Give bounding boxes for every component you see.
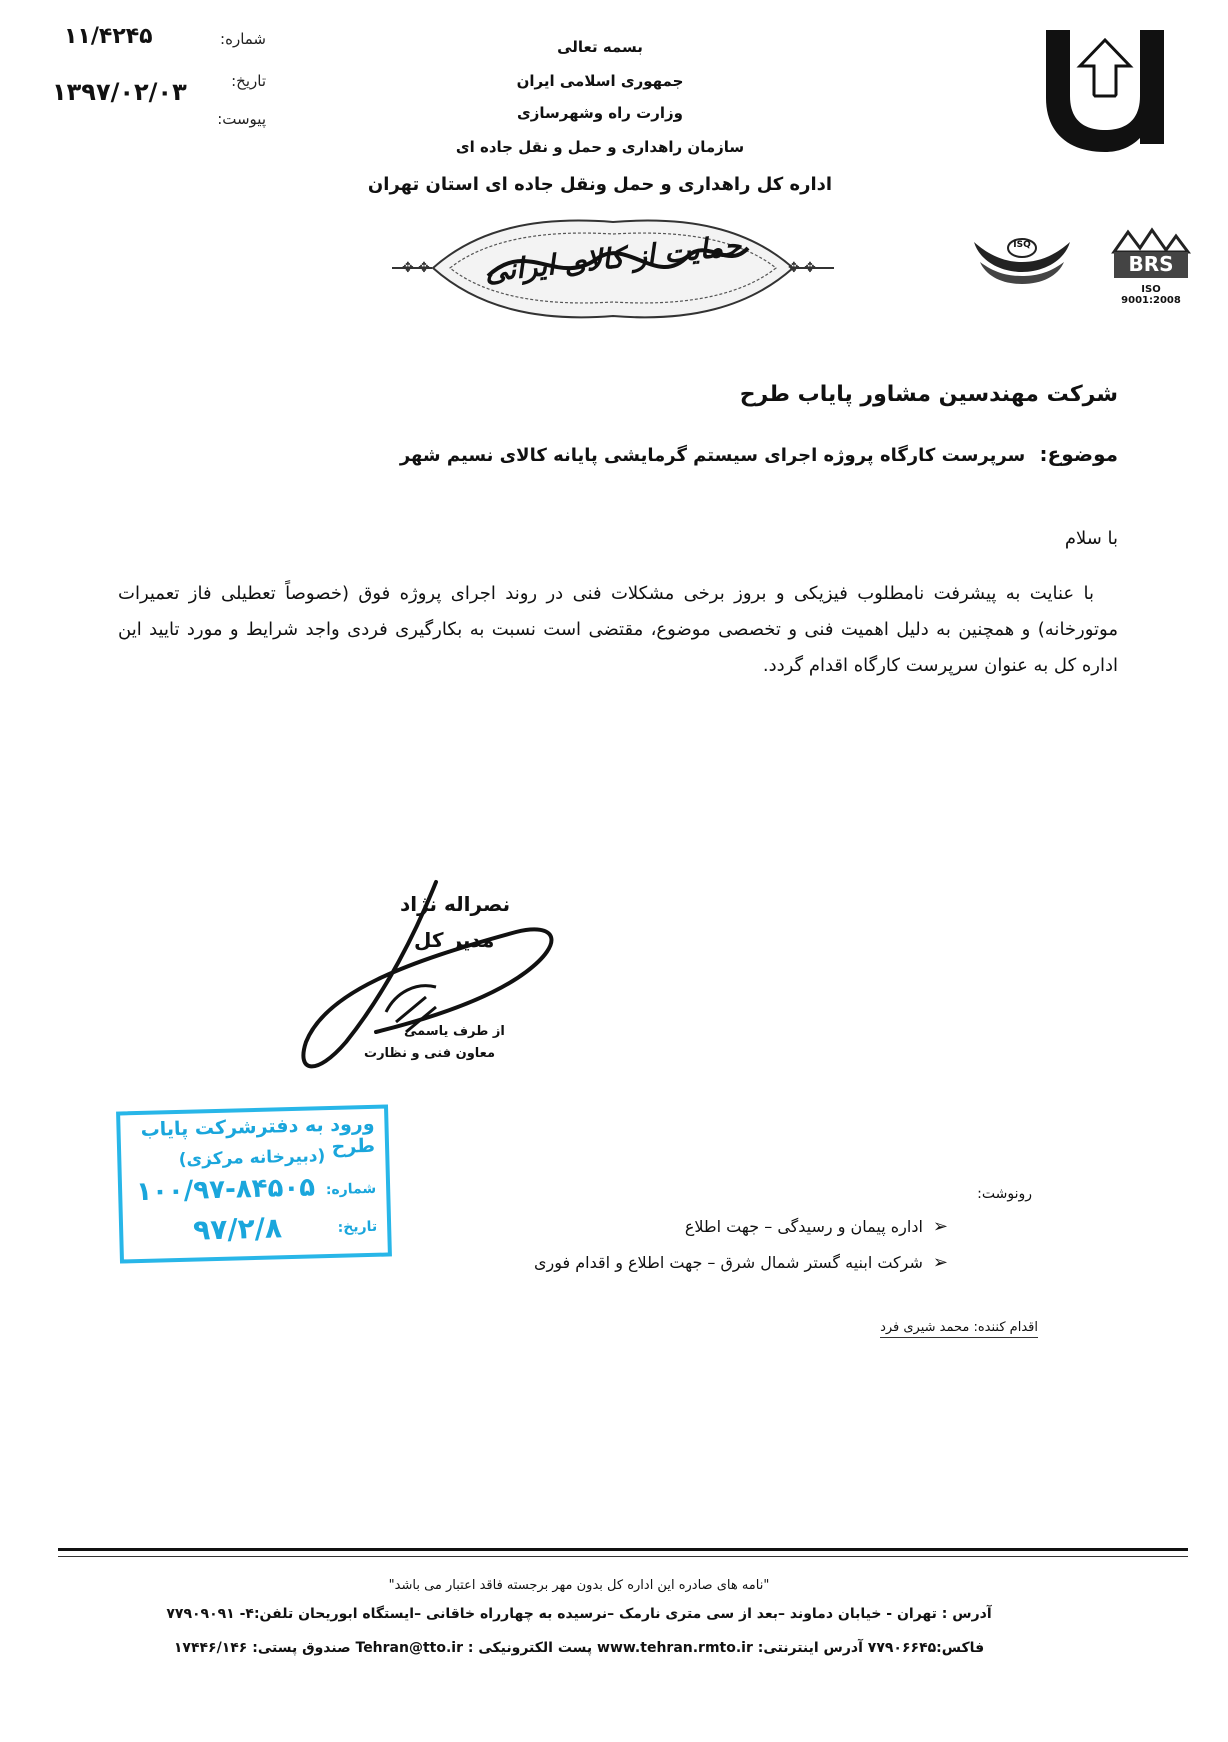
- deputy-title: معاون فنی و نظارت: [364, 1046, 496, 1061]
- footer-contact: فاکس:۷۷۹۰۶۶۴۵ آدرس اینترنتی: www.tehran.rmto.ir پست الکترونیکی : Tehran@tto.ir صندوق پستی: ۱۷۴۴۶/۱۴۶: [173, 1640, 985, 1656]
- arrow-bullet-icon: ➢: [932, 1252, 948, 1273]
- footer-rule: [58, 1548, 1188, 1551]
- calligraphy-banner: [388, 208, 838, 330]
- stamp-number-value: ۱۰۰/۹۷-۸۴۵۰۵: [135, 1172, 316, 1208]
- body-paragraph: با عنایت به پیشرفت نامطلوب فیزیکی و بروز برخی مشکلات فنی در روند اجرای پروژه فوق (خصوصاً تعطیلی فاز تعمیرات موتورخانه) و همچنین به دلیل اهمیت فنی و تخصصی موضوع، مقتضی است نسبت به بکارگیری فردی واجد شرایط و مورد تایید این اداره کل به عنوان سرپرست کارگاه اقدام گردد.: [118, 583, 1118, 676]
- greeting: با سلام: [1064, 528, 1118, 549]
- recipient: شرکت مهندسین مشاور پایاب طرح: [739, 382, 1118, 407]
- header-bismillah: بسمه تعالی: [557, 38, 643, 56]
- cc-item: ➢شرکت ابنیه گستر شمال شرق – جهت اطلاع و اقدام فوری: [534, 1252, 948, 1273]
- date-label: تاریخ:: [231, 72, 266, 90]
- header-ministry: وزارت راه وشهرسازی: [517, 104, 683, 122]
- stamp-date-label: تاریخ:: [337, 1218, 378, 1236]
- handler-note: اقدام کننده: محمد شیری فرد: [880, 1320, 1038, 1338]
- signer-title: مدیر کل: [414, 928, 495, 952]
- stamp-line1: ورود به دفترشرکت پایاب طرح: [140, 1112, 376, 1158]
- brs-logo: [1110, 222, 1192, 306]
- arrow-bullet-icon: ➢: [932, 1216, 948, 1237]
- stamp-date-value: ۹۷/۲/۸: [192, 1211, 283, 1247]
- header-directorate: اداره کل راهداری و حمل ونقل جاده ای استان تهران: [367, 174, 833, 195]
- rmto-logo: [1040, 26, 1170, 154]
- stamp-line2: (دبیرخانه مرکزی): [178, 1146, 326, 1170]
- on-behalf-text: از طرف یاسمی: [404, 1024, 505, 1039]
- number-label: شماره:: [220, 30, 266, 48]
- signer-name: نصراله نژاد: [400, 892, 511, 916]
- footer-note: "نامه های صادره این اداره کل بدون مهر برجسته فاقد اعتبار می باشد": [388, 1578, 770, 1593]
- calligraphy-text: حمایت از کالای ایرانی: [483, 228, 743, 289]
- stamp-number-label: شماره:: [325, 1180, 377, 1199]
- header-organization: سازمان راهداری و حمل و نقل جاده ای: [455, 138, 745, 156]
- footer-rule-thin: [58, 1556, 1188, 1557]
- header-republic: جمهوری اسلامی ایران: [516, 72, 684, 90]
- subject-line: [400, 442, 1118, 466]
- rmto-logo-icon: [1040, 26, 1170, 154]
- attachment-label: پیوست:: [217, 110, 266, 128]
- cc-label: رونوشت:: [977, 1186, 1032, 1202]
- subject-label: موضوع:: [1039, 442, 1118, 466]
- footer-address: آدرس : تهران - خیابان دماوند –بعد از سی متری نارمک –نرسیده به چهارراه خاقانی –ایستگاه ابوریحان تلفن:۴- ۷۷۹۰۹۰۹۱: [166, 1606, 992, 1622]
- cc-item: ➢اداره پیمان و رسیدگی – جهت اطلاع: [684, 1216, 948, 1237]
- receipt-stamp: [116, 1104, 392, 1263]
- brs-label: BRS: [1128, 252, 1174, 276]
- svg-text:✥ ✥: ✥ ✥: [788, 260, 816, 276]
- letter-number: ۱۱/۴۲۴۵: [64, 24, 153, 49]
- isq-label: ISQ: [1013, 240, 1031, 250]
- isq-logo: [972, 232, 1072, 292]
- svg-text:✥ ✥: ✥ ✥: [402, 260, 430, 276]
- iso-label: ISO 9001:2008: [1121, 284, 1181, 306]
- letter-date: ۱۳۹۷/۰۲/۰۳: [52, 78, 187, 106]
- subject-text: سرپرست کارگاه پروژه اجرای سیستم گرمایشی پایانه کالای نسیم شهر: [399, 445, 1026, 466]
